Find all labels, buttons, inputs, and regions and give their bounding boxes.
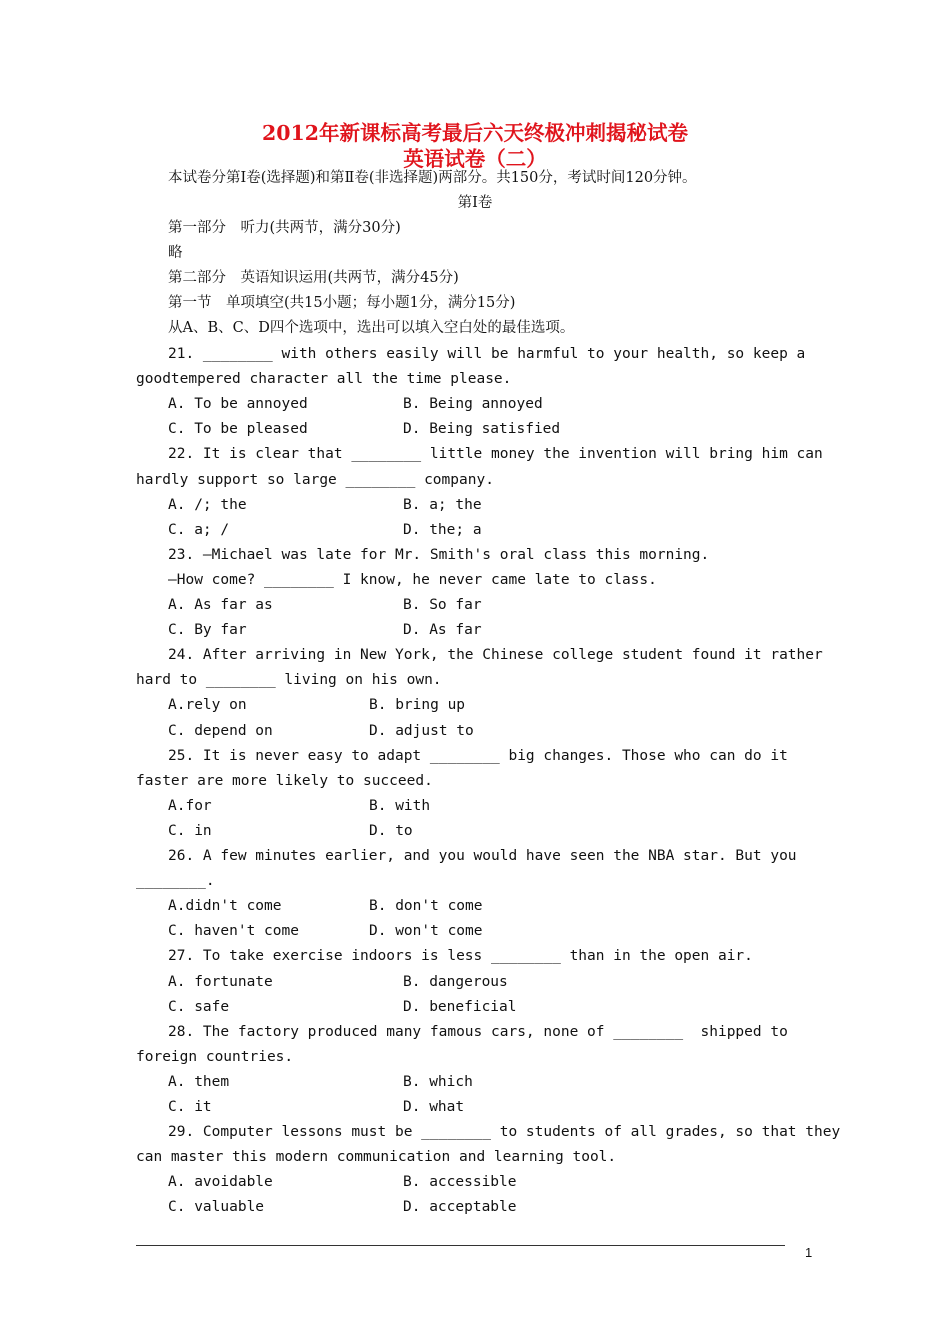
question-stem: 28. The factory produced many famous cars, none of ________ shipped to (168, 1024, 788, 1040)
question-stem: 25. It is never easy to adapt ________ big changes. Those who can do it (168, 748, 788, 764)
document-title: 2012年新课标高考最后六天终极冲刺揭秘试卷 (261, 121, 689, 145)
question-stem-continued: goodtempered character all the time please. (136, 371, 512, 387)
answer-option: B. with (369, 798, 431, 814)
answer-option: C. haven't come (168, 923, 299, 939)
answer-option: A. To be annoyed (168, 396, 308, 412)
question-stem: 22. It is clear that ________ little money the invention will bring him can (168, 446, 823, 462)
answer-option: D. adjust to (369, 723, 474, 739)
answer-option: B. which (403, 1074, 473, 1090)
answer-option: B. dangerous (403, 974, 508, 990)
answer-option: A.rely on (168, 697, 247, 713)
exam-intro: 本试卷分第Ⅰ卷(选择题)和第Ⅱ卷(非选择题)两部分。共150分，考试时间120分钟。 (168, 170, 697, 186)
answer-option: A.for (168, 798, 212, 814)
answer-option: C. valuable (168, 1199, 265, 1215)
answer-option: A. /; the (168, 497, 247, 513)
question-stem-continued: ________. (136, 873, 215, 889)
answer-option: C. in (168, 823, 212, 839)
answer-option: B. don't come (369, 898, 483, 914)
answer-option: D. acceptable (403, 1199, 517, 1215)
answer-option: A.didn't come (168, 898, 282, 914)
answer-option: D. to (369, 823, 413, 839)
part1-heading: 第一部分 听力(共两节，满分30分) (168, 220, 401, 236)
answer-option: C. safe (168, 999, 230, 1015)
question-stem: 29. Computer lessons must be ________ to students of all grades, so that they (168, 1124, 841, 1140)
footer-rule (136, 1245, 785, 1246)
answer-option: C. To be pleased (168, 421, 308, 437)
question-stem-continued: can master this modern communication and learning tool. (136, 1149, 617, 1165)
answer-option: D. the; a (403, 522, 482, 538)
part2-heading: 第二部分 英语知识运用(共两节，满分45分) (168, 270, 459, 286)
answer-option: C. depend on (168, 723, 273, 739)
document-subtitle: 英语试卷（二） (403, 147, 547, 171)
answer-option: B. bring up (369, 697, 466, 713)
answer-option: D. what (403, 1099, 465, 1115)
question-stem: 23. —Michael was late for Mr. Smith's oral class this morning. (168, 547, 710, 563)
question-stem: 27. To take exercise indoors is less ________ than in the open air. (168, 948, 753, 964)
answer-option: A. fortunate (168, 974, 273, 990)
section1-heading: 第一节 单项填空(共15小题；每小题1分，满分15分) (168, 295, 516, 311)
answer-option: C. By far (168, 622, 247, 638)
answer-option: C. it (168, 1099, 212, 1115)
section-instruction: 从A、B、C、D四个选项中，选出可以填入空白处的最佳选项。 (168, 320, 575, 336)
question-stem: 24. After arriving in New York, the Chinese college student found it rather (168, 647, 823, 663)
volume-heading: 第Ⅰ卷 (457, 195, 493, 211)
question-stem-continued: foreign countries. (136, 1049, 294, 1065)
question-stem-continued: hard to ________ living on his own. (136, 672, 442, 688)
answer-option: B. accessible (403, 1174, 517, 1190)
page-number: 1 (805, 1245, 813, 1260)
question-stem-continued: faster are more likely to succeed. (136, 773, 433, 789)
answer-option: A. avoidable (168, 1174, 273, 1190)
question-stem: 26. A few minutes earlier, and you would have seen the NBA star. But you (168, 848, 797, 864)
answer-option: B. Being annoyed (403, 396, 543, 412)
part1-note: 略 (168, 245, 183, 261)
question-stem-continued: hardly support so large ________ company. (136, 472, 494, 488)
answer-option: D. As far (403, 622, 482, 638)
answer-option: D. won't come (369, 923, 483, 939)
answer-option: D. beneficial (403, 999, 517, 1015)
answer-option: B. So far (403, 597, 482, 613)
answer-option: C. a; / (168, 522, 230, 538)
answer-option: D. Being satisfied (403, 421, 561, 437)
question-stem-continued: —How come? ________ I know, he never came late to class. (168, 572, 657, 588)
question-stem: 21. ________ with others easily will be harmful to your health, so keep a (168, 346, 806, 362)
answer-option: A. As far as (168, 597, 273, 613)
answer-option: B. a; the (403, 497, 482, 513)
answer-option: A. them (168, 1074, 230, 1090)
